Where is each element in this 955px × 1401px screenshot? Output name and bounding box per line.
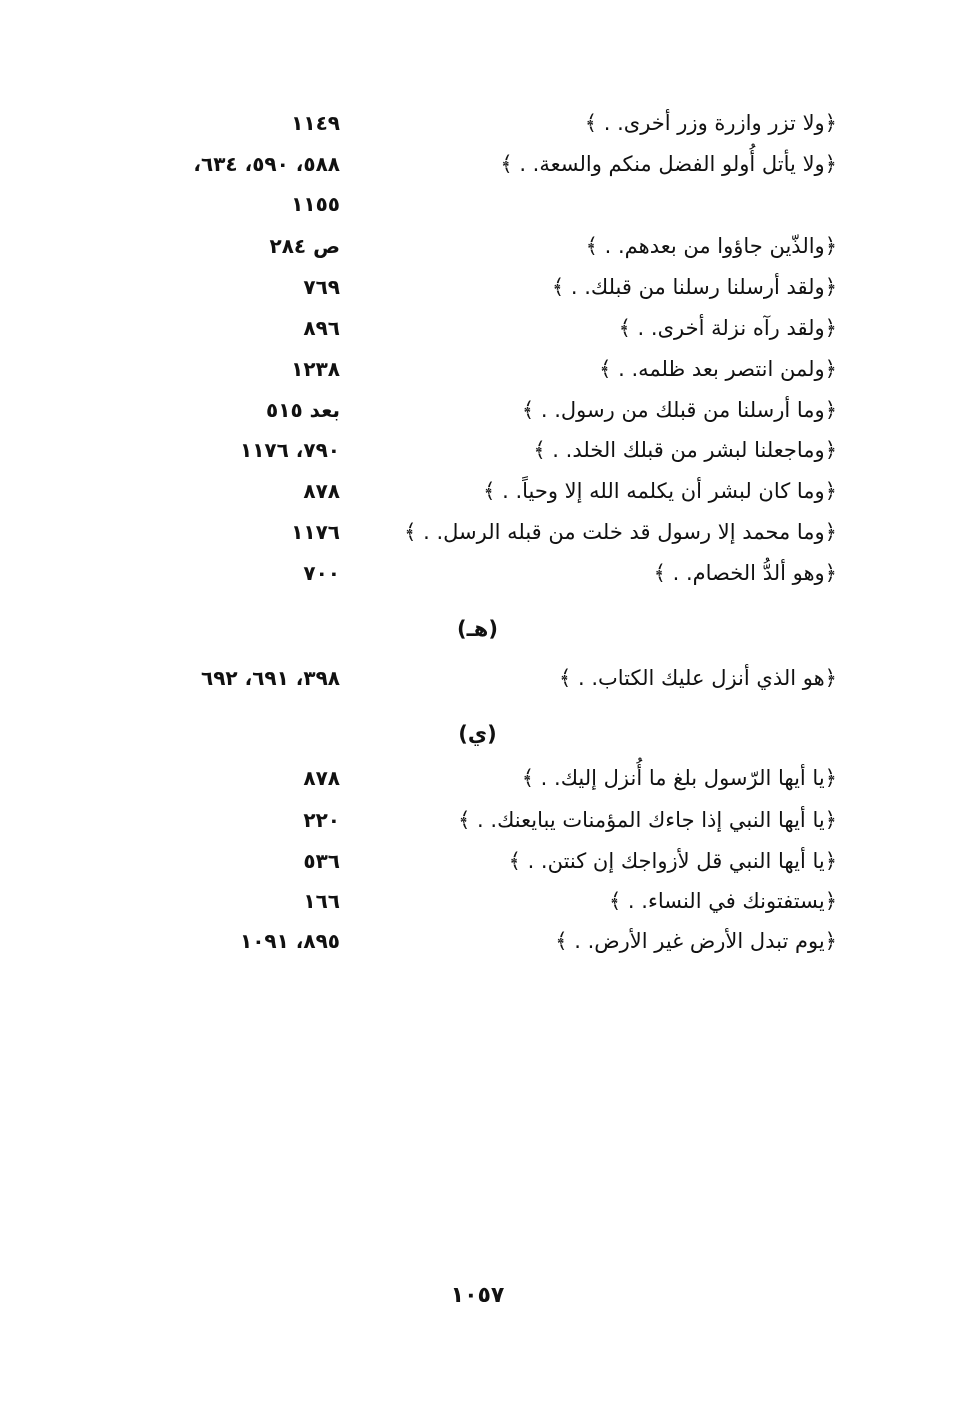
section-heading-ha: (هـ) xyxy=(457,617,498,641)
verse-text: ﴿يوم تبدل الأرض غير الأرض. . ﴾ xyxy=(555,929,837,953)
verse-text: ﴿ولقد رآه نزلة أخرى. . ﴾ xyxy=(618,316,837,340)
page-refs: ٥٨٨، ٥٩٠، ٦٣٤، xyxy=(193,152,340,176)
page-refs: ٨٩٦ xyxy=(303,316,340,340)
page-refs: ١١٧٦ xyxy=(291,520,340,544)
page-number: ١٠٥٧ xyxy=(450,1283,505,1308)
index-entry xyxy=(0,103,955,144)
page-refs: ٨٧٨ xyxy=(303,479,340,503)
page-refs: ١٦٦ xyxy=(303,889,340,913)
verse-text: ﴿يستفتونك في النساء. . ﴾ xyxy=(608,889,837,913)
index-entry xyxy=(0,349,955,390)
index-entry xyxy=(0,267,955,308)
page-refs: ٨٧٨ xyxy=(303,766,340,790)
page-refs: بعد ٥١٥ xyxy=(266,398,340,422)
verse-text: ﴿وما محمد إلا رسول قد خلت من قبله الرسل. . ﴾ xyxy=(404,520,837,544)
verse-text: ﴿هو الذي أنزل عليك الكتاب. . ﴾ xyxy=(558,666,837,690)
page-refs: ٧٠٠ xyxy=(303,561,340,585)
index-entry xyxy=(0,226,955,267)
index-entry-continuation xyxy=(0,184,955,225)
verse-text: ﴿ولا تزر وازرة وزر أخرى. . ﴾ xyxy=(584,111,837,135)
page-refs: ٨٩٥، ١٠٩١ xyxy=(239,929,340,953)
verse-text: ﴿والذّين جاؤوا من بعدهم. . ﴾ xyxy=(585,234,837,258)
page-refs: ١٢٣٨ xyxy=(291,357,340,381)
page-refs: ١١٥٥ xyxy=(291,192,340,216)
verse-text: ﴿ولقد أرسلنا رسلنا من قبلك. . ﴾ xyxy=(551,275,837,299)
page-refs: ١١٤٩ xyxy=(291,111,340,135)
index-entry xyxy=(0,658,955,699)
index-entry xyxy=(0,512,955,553)
page-refs: ص ٢٨٤ xyxy=(269,234,340,258)
verse-text: ﴿ولا يأتل أُولو الفضل منكم والسعة. . ﴾ xyxy=(500,152,837,176)
verse-text: ﴿وهو ألدُّ الخصام. . ﴾ xyxy=(653,561,837,585)
page-refs: ٧٩٠، ١١٧٦ xyxy=(239,438,340,462)
index-entry xyxy=(0,881,955,922)
index-entry xyxy=(0,921,955,962)
verse-text: ﴿وما أرسلنا من قبلك من رسول. . ﴾ xyxy=(521,398,837,422)
index-entry xyxy=(0,430,955,471)
verse-text: ﴿وماجعلنا لبشر من قبلك الخلد. . ﴾ xyxy=(533,438,837,462)
verse-text: ﴿وما كان لبشر أن يكلمه الله إلا وحياً. . ﴾ xyxy=(483,479,837,503)
verse-text: ﴿يا أيها النبي قل لأزواجك إن كنتن. . ﴾ xyxy=(508,849,837,873)
page-refs: ٢٢٠ xyxy=(303,808,340,832)
verse-text: ﴿يا أيها النبي إذا جاءك المؤمنات يبايعنك. . ﴾ xyxy=(458,808,837,832)
index-entry xyxy=(0,308,955,349)
verse-text: ﴿يا أيها الرّسول بلغ ما أُنزل إليك. . ﴾ xyxy=(521,766,837,790)
index-entry xyxy=(0,390,955,431)
index-entry xyxy=(0,144,955,185)
index-entry xyxy=(0,553,955,594)
page-refs: ٧٦٩ xyxy=(303,275,340,299)
section-heading-ya: (ي) xyxy=(458,722,497,746)
index-entry xyxy=(0,758,955,799)
page-refs: ٣٩٨، ٦٩١، ٦٩٢ xyxy=(201,666,340,690)
page-refs: ٥٣٦ xyxy=(303,849,340,873)
index-entry xyxy=(0,471,955,512)
index-entry xyxy=(0,841,955,882)
verse-text: ﴿ولمن انتصر بعد ظلمه. . ﴾ xyxy=(599,357,837,381)
index-entry xyxy=(0,800,955,841)
